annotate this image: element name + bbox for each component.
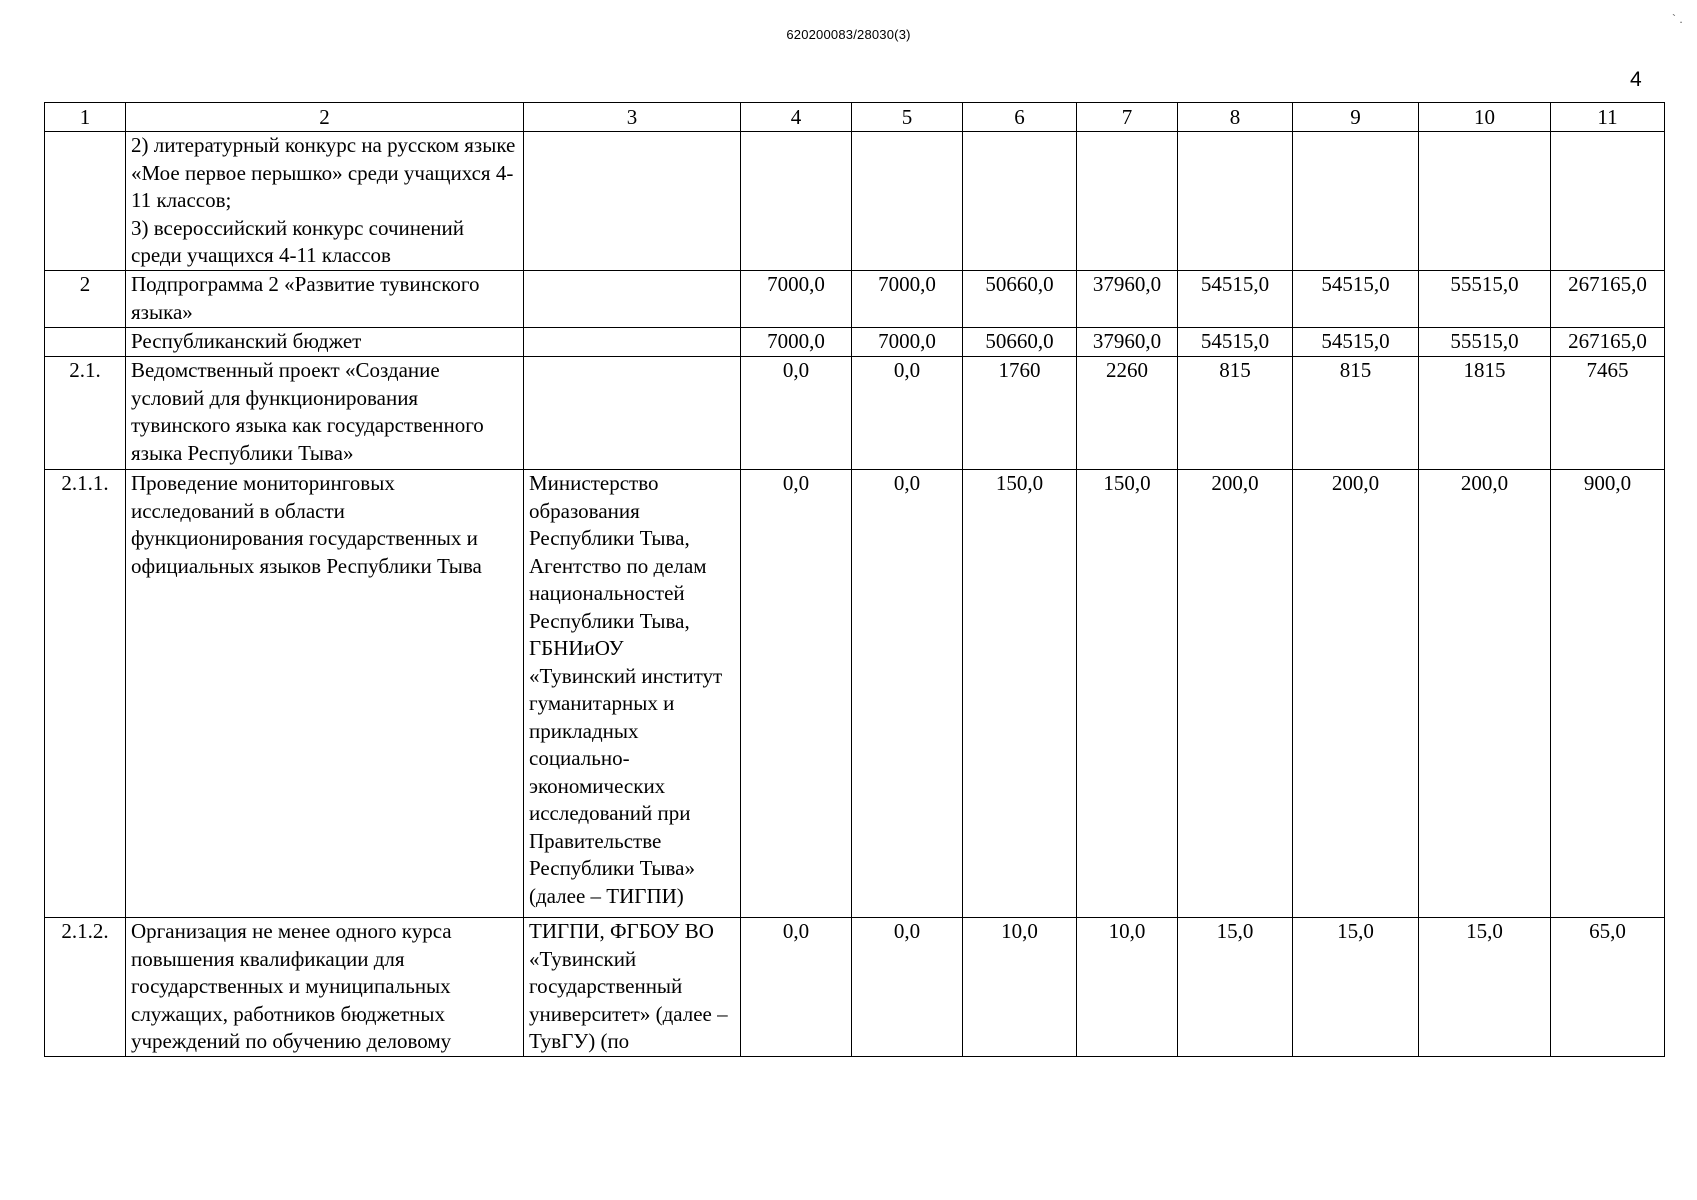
row-responsible bbox=[524, 328, 741, 357]
row-responsible: ТИГПИ, ФГБОУ ВО «Тувинский государственный университет» (далее – ТувГУ) (по bbox=[524, 918, 741, 1057]
column-header: 2 bbox=[126, 103, 524, 132]
column-header: 7 bbox=[1077, 103, 1178, 132]
value-cell: 0,0 bbox=[741, 470, 852, 918]
value-cell: 7000,0 bbox=[741, 271, 852, 328]
value-cell: 2260 bbox=[1077, 357, 1178, 470]
budget-table bbox=[44, 102, 1665, 1057]
column-header: 4 bbox=[741, 103, 852, 132]
column-header: 9 bbox=[1293, 103, 1419, 132]
value-cell: 10,0 bbox=[1077, 918, 1178, 1057]
table-row bbox=[45, 271, 1665, 328]
value-cell bbox=[741, 132, 852, 271]
column-header: 11 bbox=[1551, 103, 1665, 132]
value-cell: 15,0 bbox=[1293, 918, 1419, 1057]
value-cell: 0,0 bbox=[852, 918, 963, 1057]
row-number: 2.1.2. bbox=[45, 918, 126, 1057]
value-cell: 150,0 bbox=[1077, 470, 1178, 918]
value-cell: 50660,0 bbox=[963, 271, 1077, 328]
row-description: Организация не менее одного курса повышения квалификации для государственных и муниципальных служащих, работников бюджетных учреждений по обучению деловому bbox=[126, 918, 524, 1057]
value-cell: 7000,0 bbox=[852, 271, 963, 328]
value-cell: 1760 bbox=[963, 357, 1077, 470]
column-header: 1 bbox=[45, 103, 126, 132]
value-cell: 50660,0 bbox=[963, 328, 1077, 357]
row-number: 2.1. bbox=[45, 357, 126, 470]
value-cell: 200,0 bbox=[1178, 470, 1293, 918]
row-responsible bbox=[524, 271, 741, 328]
header-row bbox=[45, 103, 1665, 132]
value-cell: 37960,0 bbox=[1077, 328, 1178, 357]
value-cell: 54515,0 bbox=[1293, 328, 1419, 357]
value-cell: 55515,0 bbox=[1419, 328, 1551, 357]
value-cell: 10,0 bbox=[963, 918, 1077, 1057]
value-cell: 0,0 bbox=[852, 470, 963, 918]
column-header: 8 bbox=[1178, 103, 1293, 132]
table-row bbox=[45, 328, 1665, 357]
value-cell: 7000,0 bbox=[741, 328, 852, 357]
value-cell: 900,0 bbox=[1551, 470, 1665, 918]
row-number bbox=[45, 132, 126, 271]
row-number: 2 bbox=[45, 271, 126, 328]
value-cell bbox=[963, 132, 1077, 271]
value-cell bbox=[1178, 132, 1293, 271]
row-description: Республиканский бюджет bbox=[126, 328, 524, 357]
column-header: 10 bbox=[1419, 103, 1551, 132]
value-cell bbox=[1077, 132, 1178, 271]
value-cell: 7465 bbox=[1551, 357, 1665, 470]
value-cell: 267165,0 bbox=[1551, 271, 1665, 328]
value-cell: 7000,0 bbox=[852, 328, 963, 357]
value-cell: 200,0 bbox=[1419, 470, 1551, 918]
row-number: 2.1.1. bbox=[45, 470, 126, 918]
value-cell: 0,0 bbox=[741, 918, 852, 1057]
row-description: Ведомственный проект «Создание условий для функционирования тувинского языка как государственного языка Республики Тыва» bbox=[126, 357, 524, 470]
column-header: 3 bbox=[524, 103, 741, 132]
value-cell bbox=[1419, 132, 1551, 271]
table-row bbox=[45, 357, 1665, 470]
value-cell bbox=[1293, 132, 1419, 271]
row-responsible: Министерство образования Республики Тыва, Агентство по делам национальностей Республики Тыва, ГБНИиОУ «Тувинский институт гуманитарных и прикладных социально-экономических исследований при Правительстве Республики Тыва» (далее – ТИГПИ) bbox=[524, 470, 741, 918]
value-cell bbox=[1551, 132, 1665, 271]
row-description bbox=[126, 132, 524, 271]
value-cell: 65,0 bbox=[1551, 918, 1665, 1057]
value-cell: 15,0 bbox=[1419, 918, 1551, 1057]
row-responsible bbox=[524, 357, 741, 470]
value-cell: 54515,0 bbox=[1178, 328, 1293, 357]
value-cell: 0,0 bbox=[741, 357, 852, 470]
value-cell: 815 bbox=[1178, 357, 1293, 470]
value-cell: 150,0 bbox=[963, 470, 1077, 918]
value-cell: 0,0 bbox=[852, 357, 963, 470]
value-cell: 54515,0 bbox=[1293, 271, 1419, 328]
row-responsible bbox=[524, 132, 741, 271]
value-cell: 267165,0 bbox=[1551, 328, 1665, 357]
value-cell: 815 bbox=[1293, 357, 1419, 470]
value-cell: 37960,0 bbox=[1077, 271, 1178, 328]
column-header: 6 bbox=[963, 103, 1077, 132]
scan-artifact: ` . bbox=[1672, 12, 1683, 26]
table-row bbox=[45, 132, 1665, 271]
table-row bbox=[45, 470, 1665, 918]
value-cell: 55515,0 bbox=[1419, 271, 1551, 328]
row-description: Проведение мониторинговых исследований в области функционирования государственных и официальных языков Республики Тыва bbox=[126, 470, 524, 918]
page-number: 4 bbox=[1630, 68, 1642, 91]
value-cell: 1815 bbox=[1419, 357, 1551, 470]
value-cell bbox=[852, 132, 963, 271]
row-number bbox=[45, 328, 126, 357]
column-header: 5 bbox=[852, 103, 963, 132]
description-text: 2) литературный конкурс на русском языке «Мое первое перышко» среди учащихся 4-11 классов; 3) всероссийский конкурс сочинений среди учащихся 4-11 классов bbox=[131, 133, 516, 267]
table-row bbox=[45, 918, 1665, 1057]
document-id: 620200083/28030(3) bbox=[786, 27, 911, 42]
value-cell: 54515,0 bbox=[1178, 271, 1293, 328]
value-cell: 200,0 bbox=[1293, 470, 1419, 918]
value-cell: 15,0 bbox=[1178, 918, 1293, 1057]
row-description: Подпрограмма 2 «Развитие тувинского языка» bbox=[126, 271, 524, 328]
